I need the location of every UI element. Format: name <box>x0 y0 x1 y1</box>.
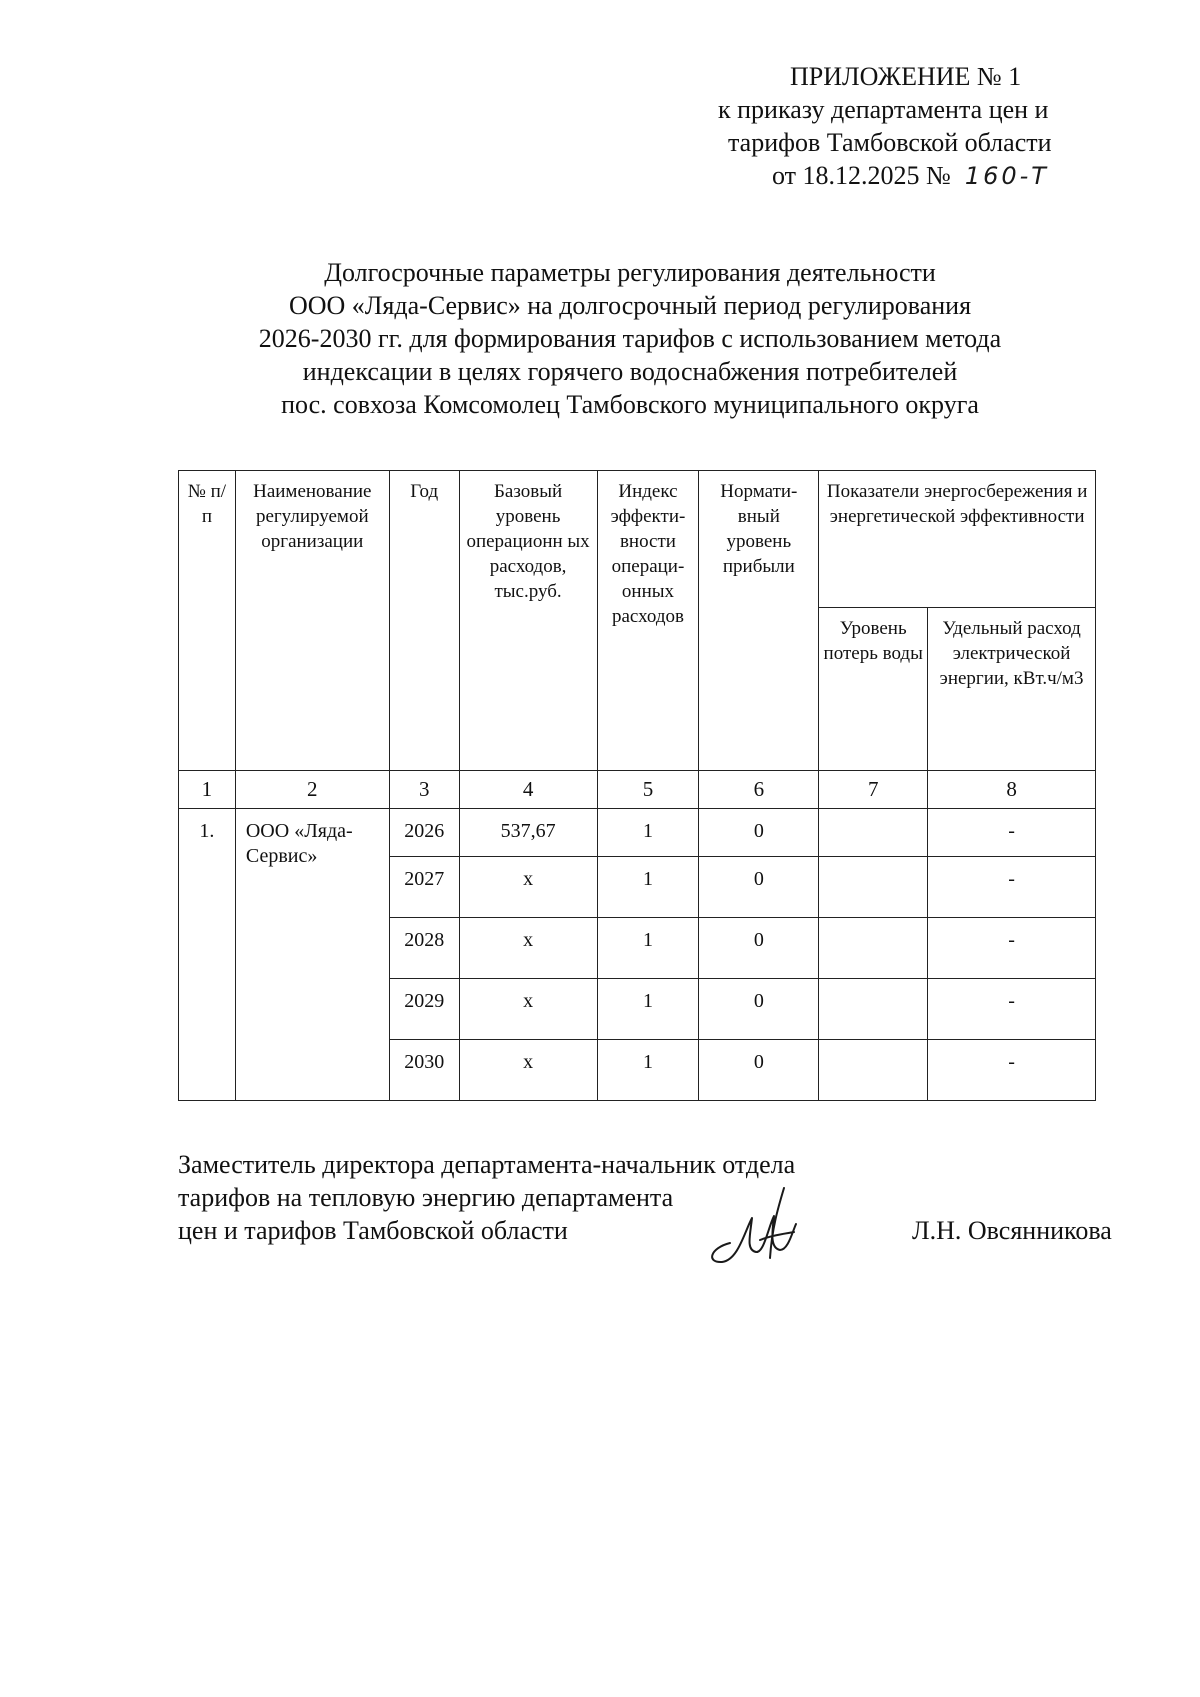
title-line: Долгосрочные параметры регулирования деятельности <box>324 258 936 287</box>
organization-index: 1. <box>179 809 236 1101</box>
parameters-table <box>178 470 1096 1101</box>
order-number-handwritten: 160-Т <box>964 162 1049 190</box>
table-row <box>179 809 1096 857</box>
column-number: 8 <box>928 771 1096 809</box>
appendix-department: тарифов Тамбовской области <box>728 128 1052 157</box>
cell-base-level: х <box>459 1040 597 1101</box>
header-row <box>179 471 1096 608</box>
title-line: индексации в целях горячего водоснабжения потребителей <box>302 357 958 386</box>
cell-efficiency-index: 1 <box>597 979 699 1040</box>
cell-energy-consumption: - <box>928 809 1096 857</box>
document-title <box>150 256 1110 421</box>
cell-efficiency-index: 1 <box>597 1040 699 1101</box>
appendix-date-line <box>650 159 1110 193</box>
organization-name: ООО «Ляда-Сервис» <box>235 809 389 1101</box>
cell-energy-consumption: - <box>928 857 1096 918</box>
cell-profit-level: 0 <box>699 1040 819 1101</box>
cell-efficiency-index: 1 <box>597 918 699 979</box>
header-col-profit-level: Нормати-вный уровень прибыли <box>699 471 819 771</box>
column-number: 4 <box>459 771 597 809</box>
column-number: 7 <box>819 771 928 809</box>
header-col-organization: Наименование регулируемой организации <box>235 471 389 771</box>
cell-profit-level: 0 <box>699 857 819 918</box>
cell-base-level: х <box>459 979 597 1040</box>
column-number: 3 <box>389 771 459 809</box>
cell-year: 2027 <box>389 857 459 918</box>
cell-energy-consumption: - <box>928 1040 1096 1101</box>
cell-water-losses <box>819 979 928 1040</box>
cell-year: 2030 <box>389 1040 459 1101</box>
column-number: 6 <box>699 771 819 809</box>
cell-year: 2028 <box>389 918 459 979</box>
position-line: тарифов на тепловую энергию департамента <box>178 1183 674 1212</box>
title-line: ООО «Ляда-Сервис» на долгосрочный период регулирования <box>288 291 972 320</box>
column-number: 1 <box>179 771 236 809</box>
handwritten-signature <box>700 1178 810 1268</box>
cell-energy-consumption: - <box>928 918 1096 979</box>
column-numbers-row <box>179 771 1096 809</box>
header-col-efficiency-index: Индекс эффекти-вности операци-онных расходов <box>597 471 699 771</box>
position-line: Заместитель директора департамента-начальник отдела <box>178 1150 796 1179</box>
cell-water-losses <box>819 857 928 918</box>
column-number: 2 <box>235 771 389 809</box>
title-line: 2026-2030 гг. для формирования тарифов с использованием метода <box>258 324 1002 353</box>
cell-water-losses <box>819 918 928 979</box>
header-col-energy-consumption: Удельный расход электрической энергии, кВт.ч/м3 <box>928 608 1096 771</box>
title-line: пос. совхоза Комсомолец Тамбовского муниципального округа <box>281 390 979 419</box>
cell-energy-consumption: - <box>928 979 1096 1040</box>
cell-efficiency-index: 1 <box>597 809 699 857</box>
header-col-base-level: Базовый уровень операционн ых расходов, тыс.руб. <box>459 471 597 771</box>
appendix-order-ref: к приказу департамента цен и <box>718 95 1049 124</box>
appendix-title: ПРИЛОЖЕНИЕ № 1 <box>790 62 1022 91</box>
cell-year: 2026 <box>389 809 459 857</box>
signatory-name: Л.Н. Овсянникова <box>912 1216 1112 1245</box>
header-col-index: № п/п <box>179 471 236 771</box>
cell-efficiency-index: 1 <box>597 857 699 918</box>
cell-year: 2029 <box>389 979 459 1040</box>
column-number: 5 <box>597 771 699 809</box>
cell-base-level: 537,67 <box>459 809 597 857</box>
cell-base-level: х <box>459 857 597 918</box>
appendix-date: от 18.12.2025 № <box>772 161 951 190</box>
header-col-water-losses: Уровень потерь воды <box>819 608 928 771</box>
appendix-header <box>650 60 1110 193</box>
header-group-energy: Показатели энергосбережения и энергетической эффективности <box>819 471 1096 608</box>
cell-water-losses <box>819 1040 928 1101</box>
cell-profit-level: 0 <box>699 918 819 979</box>
cell-profit-level: 0 <box>699 979 819 1040</box>
cell-water-losses <box>819 809 928 857</box>
header-col-year: Год <box>389 471 459 771</box>
position-line: цен и тарифов Тамбовской области <box>178 1216 568 1245</box>
cell-profit-level: 0 <box>699 809 819 857</box>
cell-base-level: х <box>459 918 597 979</box>
